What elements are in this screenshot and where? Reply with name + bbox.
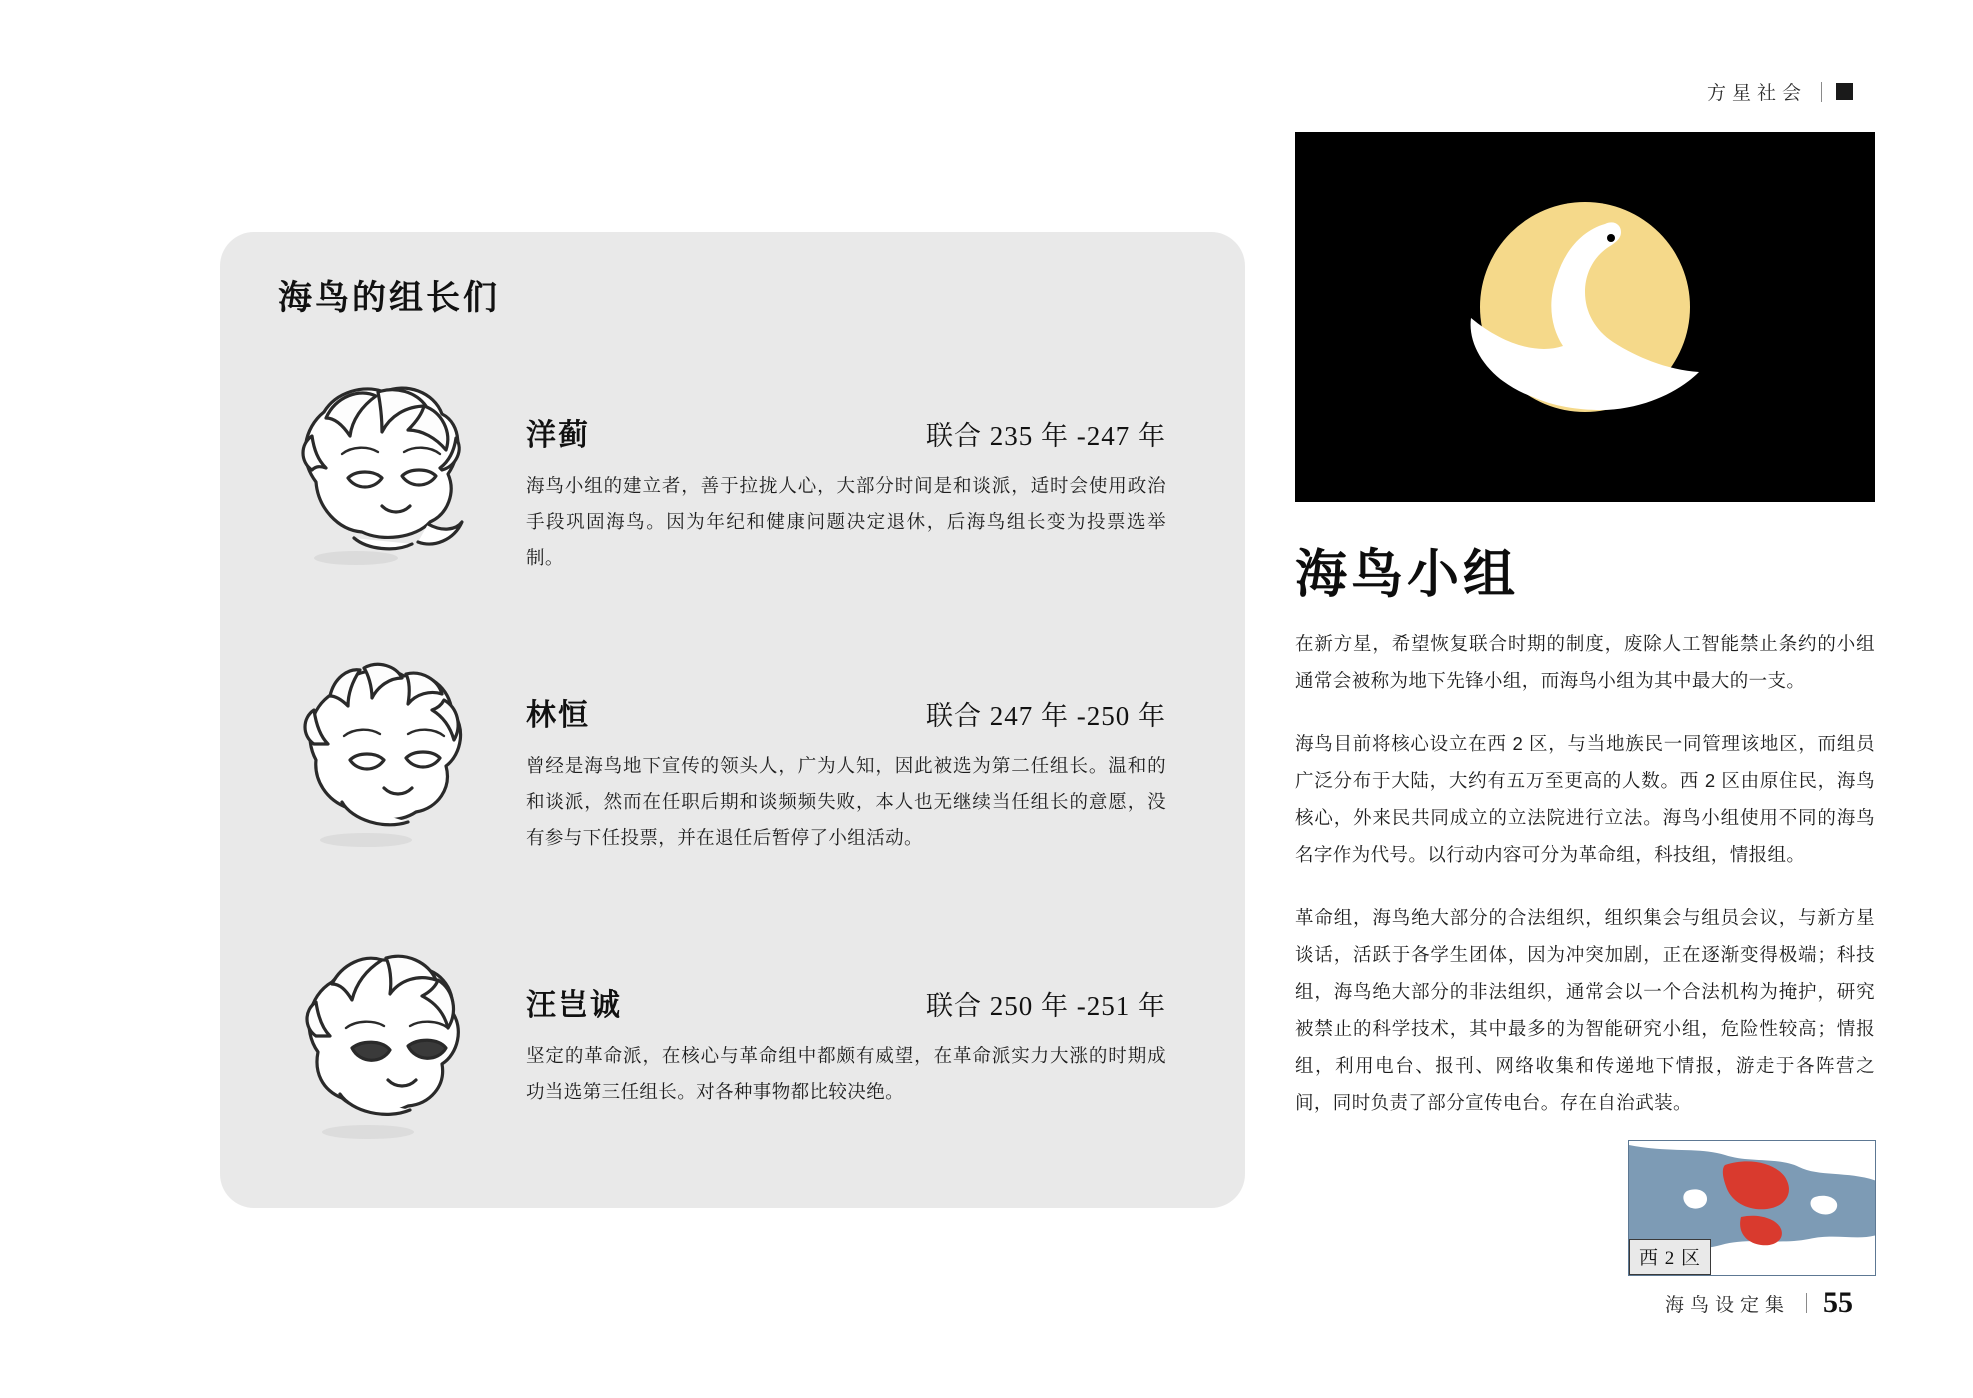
page-footer-title: 海鸟设定集 <box>1664 1294 1790 1316</box>
leader-entry <box>256 642 1216 857</box>
map-region-label: 西 2 区 <box>1629 1239 1711 1275</box>
section-title: 海鸟小组 <box>1295 547 1520 604</box>
character-portrait-linheng <box>256 642 526 857</box>
section-paragraph: 海鸟目前将核心设立在西 2 区，与当地族民一同管理该地区，而组员广泛分布于大陆，大约有五万至更高的人数。西 2 区由原住民，海鸟核心，外来民共同成立的立法院进行立法。海鸟小组使用不同的海鸟名字作为代号。以行动内容可分为革命组，科技组，情报组。 <box>1295 733 1875 865</box>
page-footer <box>1665 1286 1853 1320</box>
leaders-panel <box>220 232 1245 1208</box>
character-portrait-yangji <box>256 362 526 577</box>
seabird-emblem <box>1295 132 1875 502</box>
leader-name: 洋蓟 <box>526 419 590 452</box>
region-map-thumbnail <box>1628 1140 1876 1276</box>
leader-description: 海鸟小组的建立者，善于拉拢人心，大部分时间是和谈派，适时会使用政治手段巩固海鸟。因为年纪和健康问题决定退休，后海鸟组长变为投票选举制。 <box>526 475 1166 569</box>
section-paragraph: 革命组，海鸟绝大部分的合法组织，组织集会与组员会议，与新方星谈话，活跃于各学生团体，因为冲突加剧，正在逐渐变得极端；科技组，海鸟绝大部分的非法组织，通常会以一个合法机构为掩护，研究被禁止的科学技术，其中最多的为智能研究小组，危险性较高；情报组，利用电台、报刊、网络收集和传递地下情报，游走于各阵营之间，同时负责了部分宣传电台。存在自治武装。 <box>1295 907 1875 1113</box>
page-number: 55 <box>1823 1286 1853 1319</box>
leader-text-block <box>526 642 1216 856</box>
header-divider <box>1821 82 1822 102</box>
leader-term: 联合 247 年 -250 年 <box>926 701 1166 731</box>
leader-name: 林恒 <box>526 699 590 732</box>
black-square-icon <box>1836 83 1853 100</box>
character-portrait-wangqicheng <box>256 932 526 1147</box>
page-header <box>1707 78 1853 105</box>
leader-description: 坚定的革命派，在核心与革命组中都颇有威望，在革命派实力大涨的时期成功当选第三任组长。对各种事物都比较决绝。 <box>526 1045 1166 1103</box>
leader-description: 曾经是海鸟地下宣传的领头人，广为人知，因此被选为第二任组长。温和的和谈派，然而在任职后期和谈频频失败，本人也无继续当任组长的意愿，没有参与下任投票，并在退任后暂停了小组活动。 <box>526 755 1166 849</box>
leader-entry <box>256 362 1216 577</box>
leader-name: 汪岂诚 <box>526 989 622 1022</box>
leader-term: 联合 250 年 -251 年 <box>926 991 1166 1021</box>
right-column <box>1295 132 1875 1147</box>
leader-text-block <box>526 932 1216 1110</box>
page-header-title: 方星社会 <box>1706 83 1807 104</box>
leader-entry <box>256 932 1216 1147</box>
leader-term: 联合 235 年 -247 年 <box>926 421 1166 451</box>
footer-divider <box>1806 1293 1807 1313</box>
leaders-panel-title: 海鸟的组长们 <box>278 280 500 317</box>
section-paragraph: 在新方星，希望恢复联合时期的制度，废除人工智能禁止条约的小组通常会被称为地下先锋小组，而海鸟小组为其中最大的一支。 <box>1295 633 1875 691</box>
leader-text-block <box>526 362 1216 576</box>
